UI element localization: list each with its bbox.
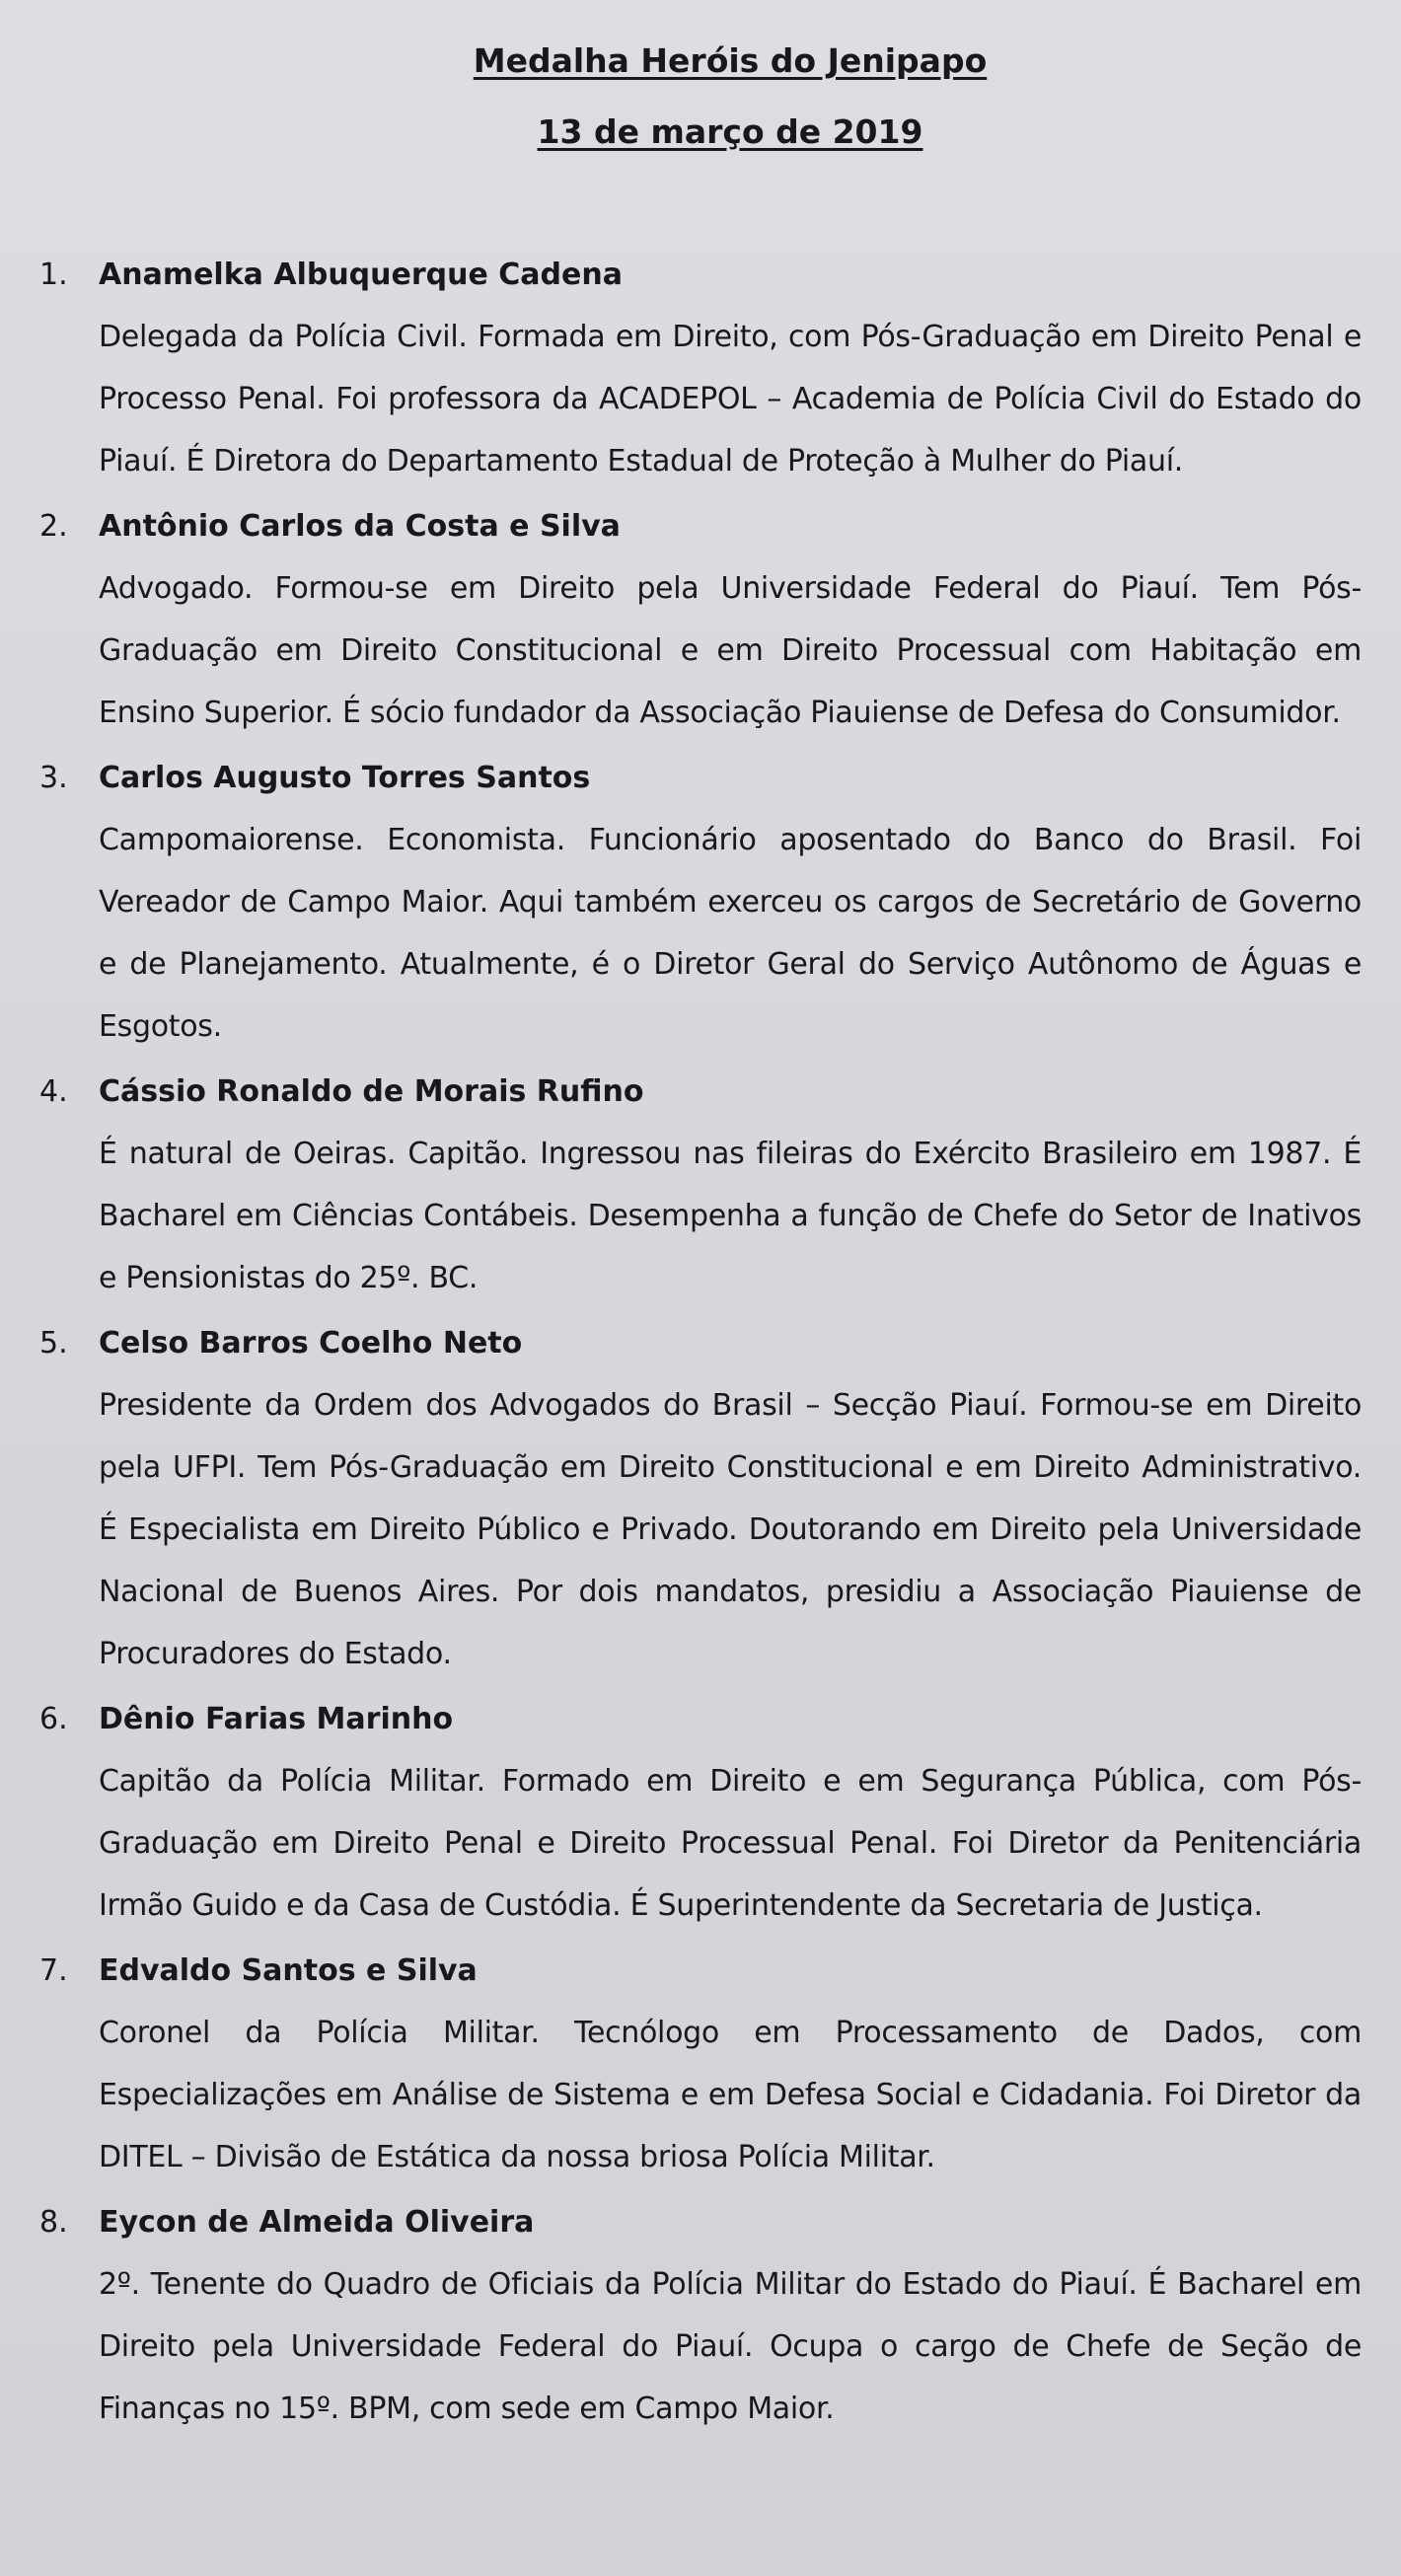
- list-item: [39, 1695, 1362, 1937]
- honoree-description: Delegada da Polícia Civil. Formada em Direito, com Pós-Graduação em Direito Penal e Processo Penal. Foi professora da ACADEPOL – Academia de Polícia Civil do Estado do Piauí. É Diretora do Departamento Estadual de Proteção à Mulher do Piauí.: [99, 320, 1362, 478]
- item-number: 3.: [39, 761, 68, 795]
- honoree-description: Advogado. Formou-se em Direito pela Universidade Federal do Piauí. Tem Pós-Graduação em Direito Constitucional e em Direito Processual com Habitação em Ensino Superior. É sócio fundador da Associação Piauiense de Defesa do Consumidor.: [99, 571, 1362, 730]
- document-header: [99, 37, 1362, 156]
- honoree-description: Presidente da Ordem dos Advogados do Brasil – Secção Piauí. Formou-se em Direito pela UFPI. Tem Pós-Graduação em Direito Constitucional e em Direito Administrativo. É Especialista em Direito Público e Privado. Doutorando em Direito pela Universidade Nacional de Buenos Aires. Por dois mandatos, presidiu a Associação Piauiense de Procuradores do Estado.: [99, 1388, 1362, 1671]
- honoree-name: Dênio Farias Marinho: [99, 1702, 454, 1736]
- honoree-name: Celso Barros Coelho Neto: [99, 1326, 523, 1361]
- item-number: 7.: [39, 1953, 68, 1988]
- honoree-description: Coronel da Polícia Militar. Tecnólogo em Processamento de Dados, com Especializações em Análise de Sistema e em Defesa Social e Cidadania. Foi Diretor da DITEL – Divisão de Estática da nossa briosa Polícia Militar.: [99, 2016, 1362, 2174]
- honoree-name: Antônio Carlos da Costa e Silva: [99, 509, 621, 544]
- list-item: [39, 1319, 1362, 1685]
- honoree-list: [39, 251, 1362, 2440]
- honoree-name: Cássio Ronaldo de Morais Rufino: [99, 1074, 644, 1109]
- list-item: [39, 2198, 1362, 2440]
- item-number: 5.: [39, 1326, 68, 1361]
- honoree-description: É natural de Oeiras. Capitão. Ingressou nas fileiras do Exército Brasileiro em 1987. É Bacharel em Ciências Contábeis. Desempenha a função de Chefe do Setor de Inativos e Pensionistas do 25º. BC.: [99, 1137, 1362, 1295]
- item-number: 6.: [39, 1702, 68, 1736]
- honoree-name: Edvaldo Santos e Silva: [99, 1953, 478, 1988]
- item-number: 2.: [39, 509, 68, 544]
- honoree-description: Campomaiorense. Economista. Funcionário aposentado do Banco do Brasil. Foi Vereador de Campo Maior. Aqui também exerceu os cargos de Secretário de Governo e de Planejamento. Atualmente, é o Diretor Geral do Serviço Autônomo de Águas e Esgotos.: [99, 823, 1362, 1044]
- list-item: [39, 754, 1362, 1058]
- item-number: 8.: [39, 2205, 68, 2240]
- document-date: 13 de março de 2019: [537, 112, 923, 151]
- honoree-name: Carlos Augusto Torres Santos: [99, 761, 591, 795]
- honoree-description: Capitão da Polícia Militar. Formado em Direito e em Segurança Pública, com Pós-Graduação em Direito Penal e Direito Processual Penal. Foi Diretor da Penitenciária Irmão Guido e da Casa de Custódia. É Superintendente da Secretaria de Justiça.: [99, 1764, 1362, 1923]
- list-item: [39, 1067, 1362, 1309]
- honoree-name: Eycon de Almeida Oliveira: [99, 2205, 535, 2240]
- honoree-name: Anamelka Albuquerque Cadena: [99, 258, 623, 292]
- list-item: [39, 1947, 1362, 2188]
- honoree-description: 2º. Tenente do Quadro de Oficiais da Polícia Militar do Estado do Piauí. É Bacharel em Direito pela Universidade Federal do Piauí. Ocupa o cargo de Chefe de Seção de Finanças no 15º. BPM, com sede em Campo Maior.: [99, 2267, 1362, 2426]
- item-number: 1.: [39, 258, 68, 292]
- document-title: Medalha Heróis do Jenipapo: [473, 41, 988, 80]
- list-item: [39, 502, 1362, 744]
- list-item: [39, 251, 1362, 492]
- item-number: 4.: [39, 1074, 68, 1109]
